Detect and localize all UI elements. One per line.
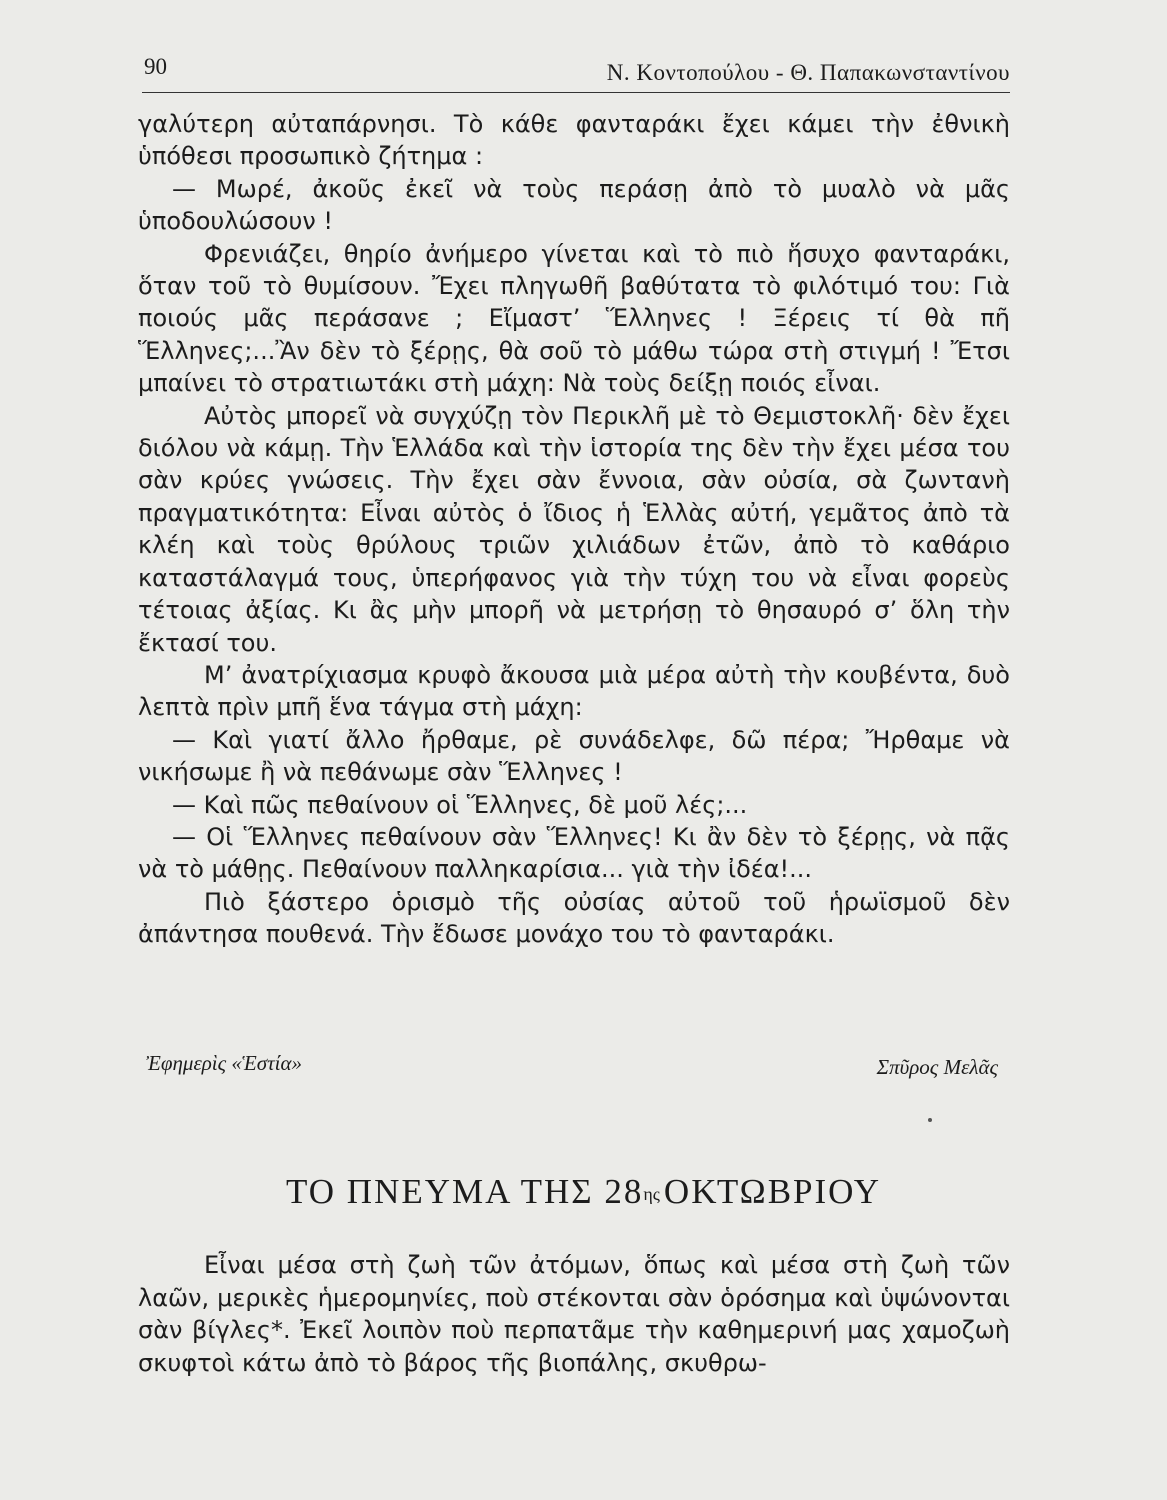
page-number: 90: [144, 54, 167, 79]
author-name: Σπῦρος Μελᾶς: [876, 1055, 998, 1079]
source-citation: Ἐφημερὶς «Ἑστία»: [146, 1051, 303, 1075]
paragraph: Εἶναι μέσα στὴ ζωὴ τῶν ἀτόμων, ὅπως καὶ μέσα στὴ ζωὴ τῶν λαῶν, μερικὲς ἡμερομηνίες, ποὺ στέκονται σὰν ὁρόσημα καὶ ὑψώνονται σὰν βίγλες*. Ἐκεῖ λοιπὸν ποὺ περπατᾶμε τὴν καθημερινή μας χαμοζωὴ σκυφτοὶ κάτω ἀπὸ τὸ βάρος τῆς βιοπάλης, σκυθρω-: [138, 1251, 1010, 1377]
signature-row: [138, 1051, 1004, 1091]
page-header: [142, 52, 1010, 93]
dialogue-line: — Καὶ γιατί ἄλλο ἤρθαμε, ρὲ συνάδελφε, δῶ πέρα; Ἤρθαμε νὰ νικήσωμε ἢ νὰ πεθάνωμε σὰν Ἕλληνες !: [138, 725, 1010, 787]
dialogue-line: — Οἱ Ἕλληνες πεθαίνουν σὰν Ἕλληνες! Κι ἂν δὲν τὸ ξέρῃς, νὰ πᾷς νὰ τὸ μάθῃς. Πεθαίνουν παλληκαρίσια... γιὰ τὴν ἰδέα!...: [138, 822, 1010, 884]
paragraph: Φρενιάζει, θηρίο ἀνήμερο γίνεται καὶ τὸ πιὸ ἥσυχο φανταράκι, ὅταν τοῦ τὸ θυμίσουν. Ἔχει πληγωθῆ βαθύτατα τὸ φιλότιμό του: Γιὰ ποιούς μᾶς περάσανε ; Εἴμαστ’ Ἕλληνες ! Ξέρεις τί θὰ πῆ Ἕλληνες;...Ἂν δὲν τὸ ξέρῃς, θὰ σοῦ τὸ μάθω τώρα στὴ στιγμή ! Ἔτσι μπαίνει τὸ στρατιωτάκι στὴ μάχη: Νὰ τοὺς δείξῃ ποιός εἶναι.: [138, 239, 1010, 398]
section-title-main: ΤΟ ΠΝΕΥΜΑ ΤΗΣ 28: [286, 1172, 644, 1211]
paragraph: Αὐτὸς μπορεῖ νὰ συγχύζῃ τὸν Περικλῆ μὲ τὸ Θεμιστοκλῆ· δὲν ἔχει διόλου νὰ κάμῃ. Τὴν Ἑλλάδα καὶ τὴν ἱστορία της δὲν τὴν ἔχει μέσα του σὰν κρύες γνώσεις. Τὴν ἔχει σὰν ἔννοια, σὰν οὐσία, σὰ ζωντανὴ πραγματικότητα: Εἶναι αὐτὸς ὁ ἴδιος ἡ Ἑλλὰς αὐτή, γεμᾶτος ἀπὸ τὰ κλέη καὶ τοὺς θρύλους τριῶν χιλιάδων ἐτῶν, ἀπὸ τὸ καθάριο καταστάλαγμά τους, ὑπερήφανος γιὰ τὴν τύχη του νὰ εἶναι φορεὺς τέτοιας ἀξίας. Κι ἂς μὴν μπορῆ νὰ μετρήσῃ τὸ θησαυρό σ’ ὅλη τὴν ἔκτασί του.: [138, 401, 1010, 657]
section-title-end: ΟΚΤΩΒΡΙΟΥ: [663, 1172, 881, 1211]
paragraph: Μ’ ἀνατρίχιασμα κρυφὸ ἄκουσα μιὰ μέρα αὐτὴ τὴν κουβέντα, δυὸ λεπτὰ πρὶν μπῆ ἕνα τάγμα στὴ μάχη:: [138, 660, 1010, 722]
section-body: [138, 1249, 1010, 1379]
paragraph: Πιὸ ξάστερο ὁρισμὸ τῆς οὐσίας αὐτοῦ τοῦ ἡρωϊσμοῦ δὲν ἀπάντησα πουθενά. Τὴν ἔδωσε μονάχο του τὸ φανταράκι.: [138, 887, 1010, 949]
article-body: [138, 108, 1010, 951]
dialogue-line: — Μωρέ, ἀκοῦς ἐκεῖ νὰ τοὺς περάσῃ ἀπὸ τὸ μυαλὸ νὰ μᾶς ὑποδουλώσουν !: [138, 174, 1010, 236]
section-title-superscript: ης: [643, 1184, 660, 1204]
running-head: Ν. Κοντοπούλου - Θ. Παπακωνσταντίνου: [606, 60, 1010, 85]
section-title: [0, 1172, 1167, 1212]
print-dot: [928, 1118, 932, 1122]
paragraph-continuation: γαλύτερη αὐταπάρνησι. Τὸ κάθε φανταράκι ἔχει κάμει τὴν ἐθνικὴ ὑπόθεσι προσωπικὸ ζήτημα :: [138, 110, 1010, 171]
dialogue-line: — Καὶ πῶς πεθαίνουν οἱ Ἕλληνες, δὲ μοῦ λές;...: [172, 790, 748, 819]
